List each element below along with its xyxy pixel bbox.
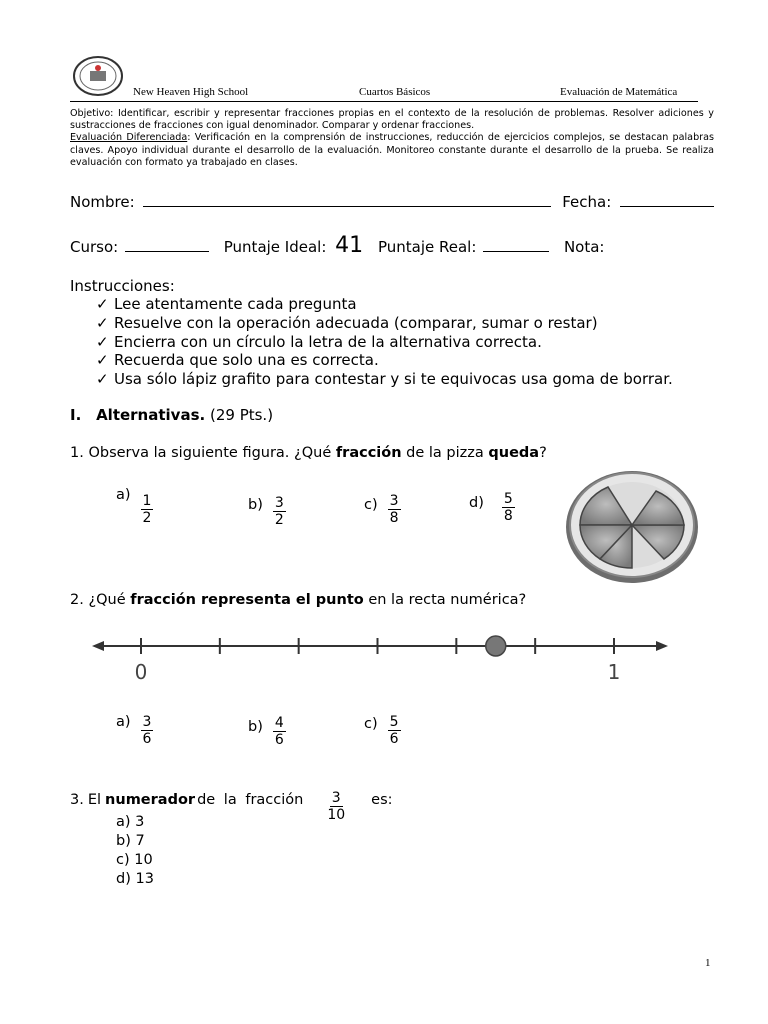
instruction-item: ✓ Resuelve con la operación adecuada (comparar, sumar o restar) bbox=[96, 313, 598, 332]
instruction-item: ✓ Usa sólo lápiz grafito para contestar y si te equivocas usa goma de borrar. bbox=[96, 370, 673, 389]
number-line-point bbox=[486, 636, 506, 656]
exam-subject: Evaluación de Matemática bbox=[560, 86, 678, 98]
real-score-field[interactable] bbox=[483, 238, 549, 252]
instructions-list bbox=[96, 295, 673, 389]
differentiated-text: : Verificación en la comprensión de instrucciones, reducción de ejercicios complejos, se destacan palabras claves. Apoyo individual durante el desarrollo de la evaluación. Monitoreo constante durante el desarrollo de la prueba. Se realiza evaluación con formato ya trabajado en clases. bbox=[70, 132, 714, 168]
fraction: $\frac{5}{8}$ bbox=[503, 491, 513, 524]
fraction: $\frac{3}{6}$ bbox=[142, 714, 152, 747]
fraction: $\frac{1}{2}$ bbox=[142, 493, 152, 526]
name-label: Nombre: bbox=[70, 193, 135, 211]
pizza-image bbox=[564, 469, 700, 585]
q2-option-b[interactable]: b) $\frac{4}{6}$ bbox=[248, 715, 284, 748]
section-heading bbox=[70, 406, 273, 424]
q3-option-a[interactable]: a) 3 bbox=[116, 814, 145, 830]
number-line bbox=[90, 630, 670, 686]
section-roman: I. bbox=[70, 406, 82, 424]
q3-options bbox=[116, 813, 154, 889]
q3-option-d[interactable]: d) 13 bbox=[116, 871, 154, 887]
question-3-text: 3. El numerador de la fracción $\frac{3}{10}$ es: bbox=[70, 790, 393, 823]
number-line-end-label: 1 bbox=[607, 660, 621, 684]
q1-option-b[interactable]: b) $\frac{3}{2}$ bbox=[248, 495, 284, 528]
course-name: Cuartos Básicos bbox=[359, 86, 431, 98]
fraction: $\frac{5}{6}$ bbox=[389, 714, 399, 747]
date-label: Fecha: bbox=[562, 193, 612, 211]
check-icon: ✓ bbox=[96, 370, 109, 389]
ideal-score-value: 41 bbox=[335, 233, 364, 258]
course-field[interactable] bbox=[125, 238, 209, 252]
q1-option-c[interactable]: c) $\frac{3}{8}$ bbox=[364, 493, 399, 526]
q2-option-a[interactable]: a) $\frac{3}{6}$ bbox=[116, 714, 152, 747]
question-2-text: 2. ¿Qué fracción representa el punto en la recta numérica? bbox=[70, 592, 527, 608]
q3-option-c[interactable]: c) 10 bbox=[116, 852, 153, 868]
check-icon: ✓ bbox=[96, 295, 109, 313]
course-label: Curso: bbox=[70, 238, 119, 256]
q2-option-c[interactable]: c) $\frac{5}{6}$ bbox=[364, 714, 399, 747]
question-1-text: 1. Observa la siguiente figura. ¿Qué fracción de la pizza queda? bbox=[70, 445, 547, 461]
q1-option-a[interactable]: a) $\frac{1}{2}$ bbox=[116, 487, 152, 526]
instructions-title: Instrucciones: bbox=[70, 277, 175, 295]
check-icon: ✓ bbox=[96, 313, 109, 332]
instruction-item: ✓ Recuerda que solo una es correcta. bbox=[96, 351, 379, 370]
school-logo bbox=[72, 54, 124, 98]
section-title: Alternativas. bbox=[96, 406, 206, 424]
fraction: $\frac{4}{6}$ bbox=[274, 715, 284, 748]
fraction: $\frac{3}{8}$ bbox=[389, 493, 399, 526]
differentiated-label: Evaluación Diferenciada bbox=[70, 132, 188, 144]
number-line-start-label: 0 bbox=[134, 660, 148, 684]
ideal-score-label: Puntaje Ideal: bbox=[223, 238, 327, 256]
real-score-label: Puntaje Real: bbox=[377, 238, 477, 256]
instruction-item: ✓ Lee atentamente cada pregunta bbox=[96, 295, 357, 313]
objective-text: Objetivo: Identificar, escribir y representar fracciones propias en el contexto de la resolución de problemas. Resolver adiciones y sustracciones de fracciones con igual denominador. Comparar y ordenar fracciones. bbox=[70, 108, 714, 132]
check-icon: ✓ bbox=[96, 332, 109, 351]
grade-label: Nota: bbox=[563, 238, 605, 256]
header-divider bbox=[70, 101, 698, 102]
objective-block bbox=[70, 108, 714, 169]
section-points: (29 Pts.) bbox=[209, 406, 274, 424]
fraction: $\frac{3}{10}$ bbox=[327, 790, 346, 823]
name-row bbox=[70, 193, 714, 211]
fraction: $\frac{3}{2}$ bbox=[274, 495, 284, 528]
instruction-item: ✓ Encierra con un círculo la letra de la alternativa correcta. bbox=[96, 332, 542, 351]
q3-option-b[interactable]: b) 7 bbox=[116, 833, 145, 849]
score-row bbox=[70, 233, 604, 258]
name-field[interactable] bbox=[143, 193, 551, 207]
check-icon: ✓ bbox=[96, 351, 109, 370]
date-field[interactable] bbox=[620, 193, 714, 207]
q1-option-d[interactable]: d) $\frac{5}{8}$ bbox=[469, 491, 513, 524]
page-number: 1 bbox=[705, 957, 711, 969]
school-name: New Heaven High School bbox=[133, 86, 249, 98]
